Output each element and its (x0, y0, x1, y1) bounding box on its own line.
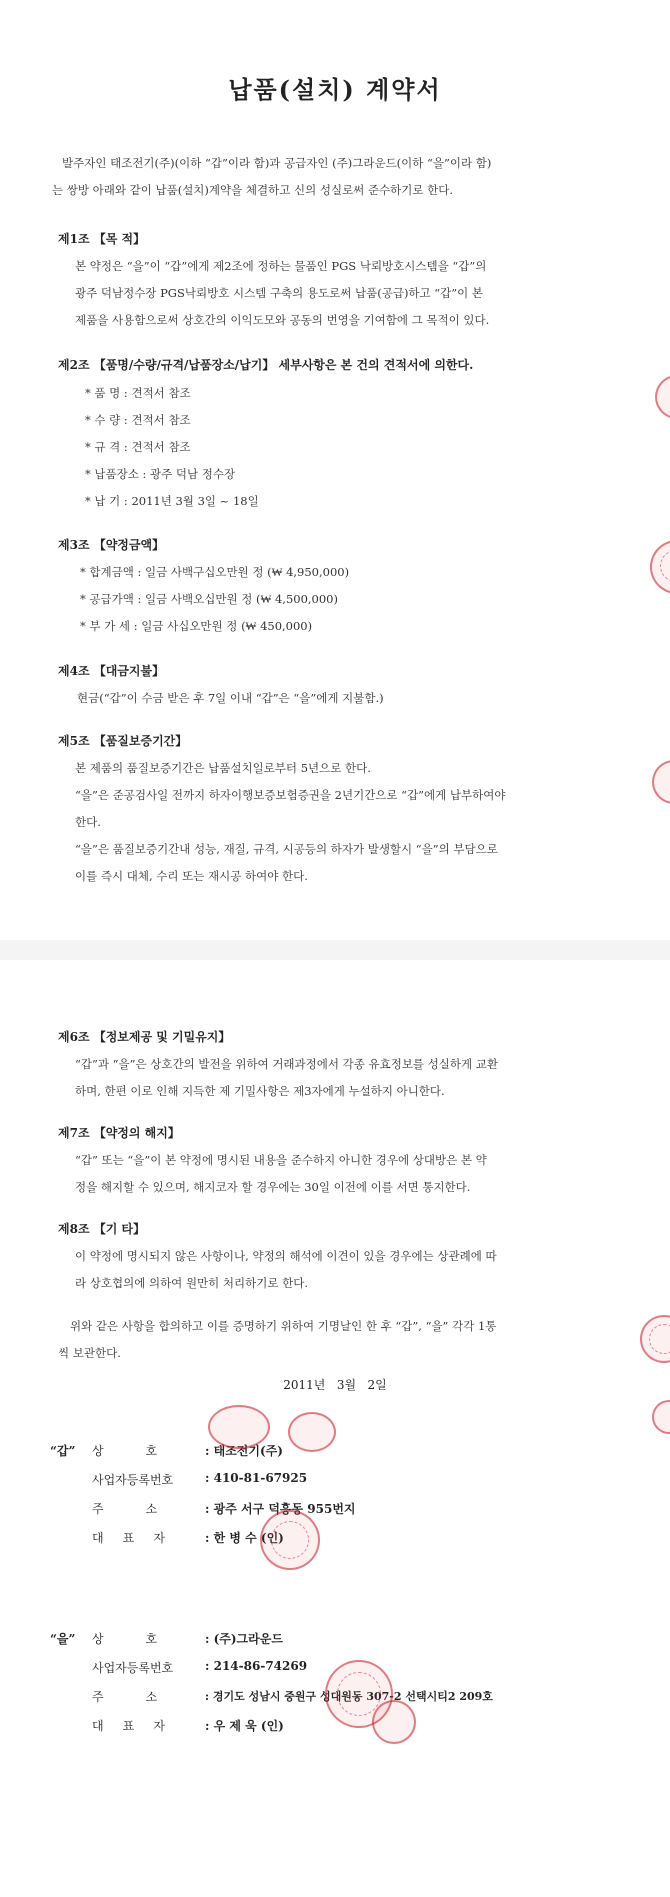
party-eul-label: 상 호 (92, 1632, 158, 1646)
company-seal (260, 1510, 320, 1570)
article-3-heading: 제3조 【약정금액】 (58, 538, 165, 552)
representative-seal (372, 1700, 416, 1744)
article-6-line: “갑”과 “을”은 상호간의 발전을 위하여 거래과정에서 각종 유효정보를 성실하게 교환 (75, 1057, 499, 1071)
intro-line: 는 쌍방 아래와 같이 납품(설치)계약을 체결하고 신의 성실로써 준수하기로 한다. (52, 183, 454, 197)
article-2-item: * 규 격 : 견적서 참조 (85, 440, 191, 454)
article-8-line: 이 약정에 명시되지 않은 사항이나, 약정의 해석에 이견이 있을 경우에는 상관례에 따 (75, 1249, 497, 1263)
closing-line: 위와 같은 사항을 합의하고 이를 증명하기 위하여 기명날인 한 후 “갑”, “을” 각각 1통 (70, 1319, 497, 1333)
article-1-heading: 제1조 【목 적】 (58, 232, 146, 246)
seal-stamp (288, 1412, 336, 1452)
article-2-item: * 수 량 : 견적서 참조 (85, 413, 191, 427)
article-1-line: 제품을 사용함으로써 상호간의 이익도모와 공동의 번영을 기여함에 그 목적이 있다. (75, 313, 490, 327)
party-eul-address: : 경기도 성남시 중원구 성대원동 307-2 선택시티2 209호 (205, 1690, 493, 1703)
article-4-heading: 제4조 【대금지불】 (58, 664, 165, 678)
party-eul-label: 사업자등록번호 (92, 1661, 174, 1675)
article-3-item: * 부 가 세 : 일금 사십오만원 정 (₩ 450,000) (80, 619, 313, 633)
article-2-item: * 품 명 : 견적서 참조 (85, 386, 191, 400)
article-4-line: 현금(“갑”이 수금 받은 후 7일 이내 “갑”은 “을”에게 지불함.) (77, 691, 384, 705)
party-eul-tag: “을” (50, 1632, 76, 1646)
article-1-line: 광주 덕남정수장 PGS낙뢰방호 시스템 구축의 용도로써 납품(공급)하고 “갑”이 본 (75, 286, 484, 300)
article-5-line: “을”은 품질보증기간내 성능, 재질, 규격, 시공등의 하자가 발생할시 “을”의 부담으로 (75, 842, 498, 856)
party-gap-address: : 광주 서구 덕흥동 955번지 (205, 1502, 356, 1516)
contract-date: 2011년 3월 2일 (283, 1378, 387, 1392)
article-2-item: * 납 기 : 2011년 3월 3일 ~ 18일 (85, 494, 259, 508)
article-6-heading: 제6조 【정보제공 및 기밀유지】 (58, 1030, 231, 1044)
page-gap (0, 940, 670, 960)
article-8-line: 라 상호협의에 의하여 원만히 처리하기로 한다. (75, 1276, 309, 1290)
party-gap-label: 대 표 자 (92, 1531, 165, 1545)
party-gap-label: 상 호 (92, 1444, 158, 1458)
party-gap-tag: “갑” (50, 1444, 76, 1458)
intro-line: 발주자인 태조전기(주)(이하 “갑”이라 함)과 공급자인 (주)그라운드(이하 “을”이라 함) (62, 156, 492, 170)
article-6-line: 하며, 한편 이로 인해 지득한 제 기밀사항은 제3자에게 누설하지 아니한다. (75, 1084, 445, 1098)
article-5-line: “을”은 준공검사일 전까지 하자이행보증보험증권을 2년기간으로 “갑”에게 납부하여야 (75, 788, 506, 802)
party-gap-business-number: : 410-81-67925 (205, 1471, 308, 1485)
party-eul-representative: : 우 제 욱 (인) (205, 1719, 284, 1733)
article-5-heading: 제5조 【품질보증기간】 (58, 734, 188, 748)
article-3-item: * 합계금액 : 일금 사백구십오만원 정 (₩ 4,950,000) (80, 565, 350, 579)
document-title: 납품(설치) 계약서 (228, 75, 442, 104)
article-5-line: 본 제품의 품질보증기간은 납품설치일로부터 5년으로 한다. (75, 761, 371, 775)
article-5-line: 한다. (75, 815, 101, 829)
article-7-heading: 제7조 【약정의 해지】 (58, 1126, 180, 1140)
article-5-line: 이를 즉시 대체, 수리 또는 재시공 하여야 한다. (75, 869, 308, 883)
article-2-heading: 제2조 【품명/수량/규격/납품장소/납기】 세부사항은 본 건의 견적서에 의한다. (58, 358, 474, 372)
party-gap-company: : 태조전기(주) (205, 1444, 283, 1458)
party-eul-label: 주 소 (92, 1690, 158, 1704)
article-7-line: 정을 해지할 수 있으며, 해지코자 할 경우에는 30일 이전에 이를 서면 통지한다. (75, 1180, 471, 1194)
article-2-item: * 납품장소 : 광주 덕남 정수장 (85, 467, 236, 481)
party-eul-label: 대 표 자 (92, 1719, 165, 1733)
article-1-line: 본 약정은 “을”이 “갑”에게 제2조에 정하는 물품인 PGS 낙뢰방호시스템을 “갑”의 (75, 259, 487, 273)
article-8-heading: 제8조 【기 타】 (58, 1222, 146, 1236)
party-gap-label: 주 소 (92, 1502, 158, 1516)
article-7-line: “갑” 또는 “을”이 본 약정에 명시된 내용을 준수하지 아니한 경우에 상대방은 본 약 (75, 1153, 487, 1167)
party-eul-company: : (주)그라운드 (205, 1632, 283, 1646)
party-eul-business-number: : 214-86-74269 (205, 1659, 308, 1673)
seal-stamp (208, 1405, 270, 1449)
party-gap-label: 사업자등록번호 (92, 1473, 174, 1487)
closing-line: 씩 보관한다. (58, 1346, 121, 1360)
party-gap-representative: : 한 병 수 (인) (205, 1531, 284, 1545)
article-3-item: * 공급가액 : 일금 사백오십만원 정 (₩ 4,500,000) (80, 592, 338, 606)
